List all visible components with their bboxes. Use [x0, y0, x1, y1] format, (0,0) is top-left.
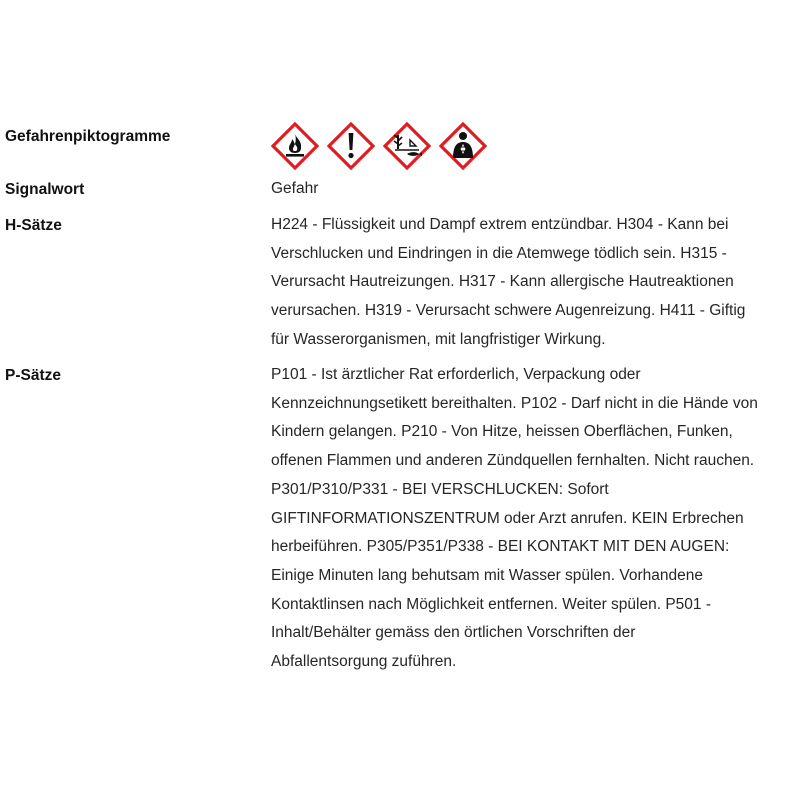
h-statements-label: H-Sätze [5, 217, 62, 234]
environment-hazard-icon [383, 122, 431, 170]
h-statements-text [271, 211, 786, 355]
exclamation-mark-icon [327, 122, 375, 170]
p-statements-line: Abfallentsorgung zuführen. [271, 653, 457, 671]
flame-icon [271, 122, 319, 170]
p-statements-line: Kindern gelangen. P210 - Von Hitze, heissen Oberflächen, Funken, [271, 423, 733, 441]
p-statements-text [271, 361, 786, 677]
p-statements-line: Inhalt/Behälter gemäss den örtlichen Vorschriften der [271, 624, 636, 642]
signalword-label: Signalwort [5, 181, 85, 198]
p-statements-line: offenen Flammen und anderen Zündquellen fernhalten. Nicht rauchen. [271, 452, 755, 470]
health-hazard-icon [439, 122, 487, 170]
p-statements-line: Kontaktlinsen nach Möglichkeit entfernen. Weiter spülen. P501 - [271, 595, 711, 613]
pictogram-label: Gefahrenpiktogramme [5, 128, 171, 145]
h-statements-line: verursachen. H319 - Verursacht schwere Augenreizung. H411 - Giftig [271, 302, 746, 320]
h-statements-line: H224 - Flüssigkeit und Dampf extrem entzündbar. H304 - Kann bei [271, 216, 729, 233]
h-statements-line: Verursacht Hautreizungen. H317 - Kann allergische Hautreaktionen [271, 273, 734, 291]
p-statements-line: P301/P310/P331 - BEI VERSCHLUCKEN: Sofort [271, 480, 609, 498]
p-statements-line: Einige Minuten lang behutsam mit Wasser spülen. Vorhandene [271, 566, 703, 584]
h-statements-line: für Wasserorganismen, mit langfristiger Wirkung. [271, 330, 606, 348]
signalword-value [271, 175, 786, 204]
p-statements-line: GIFTINFORMATIONSZENTRUM oder Arzt anrufen. KEIN Erbrechen [271, 509, 744, 527]
p-statements-line: herbeiführen. P305/P351/P338 - BEI KONTAKT MIT DEN AUGEN: [271, 538, 730, 556]
p-statements-line: P101 - Ist ärztlicher Rat erforderlich, Verpackung oder [271, 366, 641, 383]
signalword-text: Gefahr [271, 180, 319, 197]
h-statements-line: Verschlucken und Eindringen in die Atemwege tödlich sein. H315 - [271, 244, 727, 262]
p-statements-line: Kennzeichnungsetikett bereithalten. P102 - Darf nicht in die Hände von [271, 394, 758, 412]
p-statements-label: P-Sätze [5, 367, 61, 384]
